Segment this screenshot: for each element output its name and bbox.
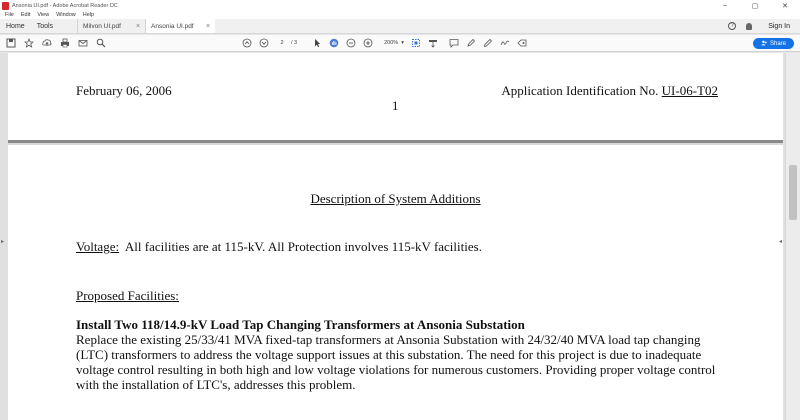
doc-tab-label: Milvon UI.pdf	[83, 22, 121, 30]
doc-tab-ansonia[interactable]	[145, 19, 215, 33]
page-indicator	[276, 40, 297, 46]
tabbar-right	[728, 19, 800, 33]
printed-page-number: 1	[392, 98, 399, 113]
minimize-button[interactable]: –	[723, 2, 727, 9]
pdf-page	[8, 53, 783, 420]
scroll-mode-icon[interactable]	[428, 38, 438, 48]
vertical-scrollbar[interactable]	[785, 53, 800, 420]
sign-in-link[interactable]: Sign In	[768, 22, 790, 30]
search-icon[interactable]	[96, 38, 106, 48]
fit-page-icon[interactable]	[411, 38, 421, 48]
application-id-label: Application Identification No.	[501, 83, 659, 98]
menu-edit[interactable]: Edit	[20, 12, 31, 18]
facility-item-title: Install Two 118/14.9-kV Load Tap Changing Transformers at Ansonia Substation	[76, 317, 525, 332]
tab-home[interactable]: Home	[6, 22, 25, 30]
scrollbar-thumb[interactable]	[789, 165, 797, 220]
menu-help[interactable]: Help	[82, 12, 95, 18]
email-icon[interactable]	[78, 38, 88, 48]
title-bar	[0, 0, 800, 11]
menu-view[interactable]: View	[37, 12, 50, 18]
sign-icon[interactable]	[500, 38, 510, 48]
save-icon[interactable]	[6, 38, 16, 48]
zoom-out-icon[interactable]	[346, 38, 356, 48]
acrobat-logo-icon	[2, 2, 9, 10]
page-total: / 3	[291, 40, 298, 46]
chevron-down-icon: ▾	[401, 40, 404, 46]
window-controls	[710, 0, 800, 11]
facility-item-body: Replace the existing 25/33/41 MVA fixed-tap transformers at Ansonia Substation with 24/32/40 MVA load tap changing (LTC) transformers to address the voltage support issues at this substation. The need for this project is due to inadequate voltage control resulting in both high and low voltage violations for numerous customers. Providing proper voltage control with the installation of LTC's, addresses this problem.	[76, 332, 716, 392]
previous-page-icon[interactable]	[242, 38, 252, 48]
zoom-select[interactable]	[384, 40, 404, 46]
window-title: Ansonia UI.pdf - Adobe Acrobat Reader DC	[12, 2, 118, 9]
left-panel-toggle-icon[interactable]: ▸	[1, 239, 5, 245]
zoom-in-icon[interactable]	[363, 38, 373, 48]
next-page-icon[interactable]	[259, 38, 269, 48]
close-tab-icon[interactable]: ×	[135, 22, 141, 30]
close-tab-icon[interactable]: ×	[205, 22, 211, 30]
right-panel-toggle-icon[interactable]: ◂	[778, 239, 782, 245]
tab-tools[interactable]: Tools	[36, 22, 54, 30]
page-separator-shadow	[8, 143, 783, 145]
section-title: Description of System Additions	[310, 191, 481, 206]
zoom-value: 200%	[384, 40, 399, 46]
menu-window[interactable]: Window	[56, 12, 76, 18]
highlight-pen-icon[interactable]	[466, 38, 476, 48]
doc-tab-label: Ansonia UI.pdf	[151, 22, 194, 30]
select-cursor-icon[interactable]	[312, 38, 322, 48]
close-button[interactable]: ✕	[782, 2, 788, 10]
share-button[interactable]	[753, 38, 794, 49]
document-date: February 06, 2006	[76, 83, 172, 98]
voltage-text: All facilities are at 115-kV. All Protection involves 115-kV facilities.	[119, 239, 482, 254]
upload-cloud-icon[interactable]	[42, 38, 52, 48]
maximize-button[interactable]: ▢	[751, 2, 759, 10]
notification-bell-icon[interactable]	[746, 23, 752, 30]
voltage-paragraph	[76, 239, 482, 255]
toolbar	[0, 35, 800, 52]
voltage-label: Voltage:	[76, 239, 120, 254]
application-id-code: UI-06-T02	[661, 83, 718, 98]
share-user-icon	[761, 40, 767, 48]
stamp-icon[interactable]	[517, 38, 527, 48]
proposed-facilities-heading: Proposed Facilities:	[76, 288, 179, 303]
menu-file[interactable]: File	[5, 12, 14, 18]
document-viewport[interactable]	[0, 53, 800, 420]
hand-tool-icon[interactable]	[329, 38, 339, 48]
share-label: Share	[769, 40, 786, 47]
tab-bar	[0, 19, 800, 34]
print-icon[interactable]	[60, 38, 70, 48]
menu-bar	[0, 11, 800, 19]
comment-icon[interactable]	[449, 38, 459, 48]
application-id	[501, 83, 718, 99]
bookmark-star-icon[interactable]	[24, 38, 34, 48]
draw-icon[interactable]	[483, 38, 493, 48]
doc-tab-milvon[interactable]	[77, 19, 145, 33]
help-icon[interactable]: ?	[728, 22, 736, 30]
page-number-input[interactable]: 2	[280, 40, 284, 46]
